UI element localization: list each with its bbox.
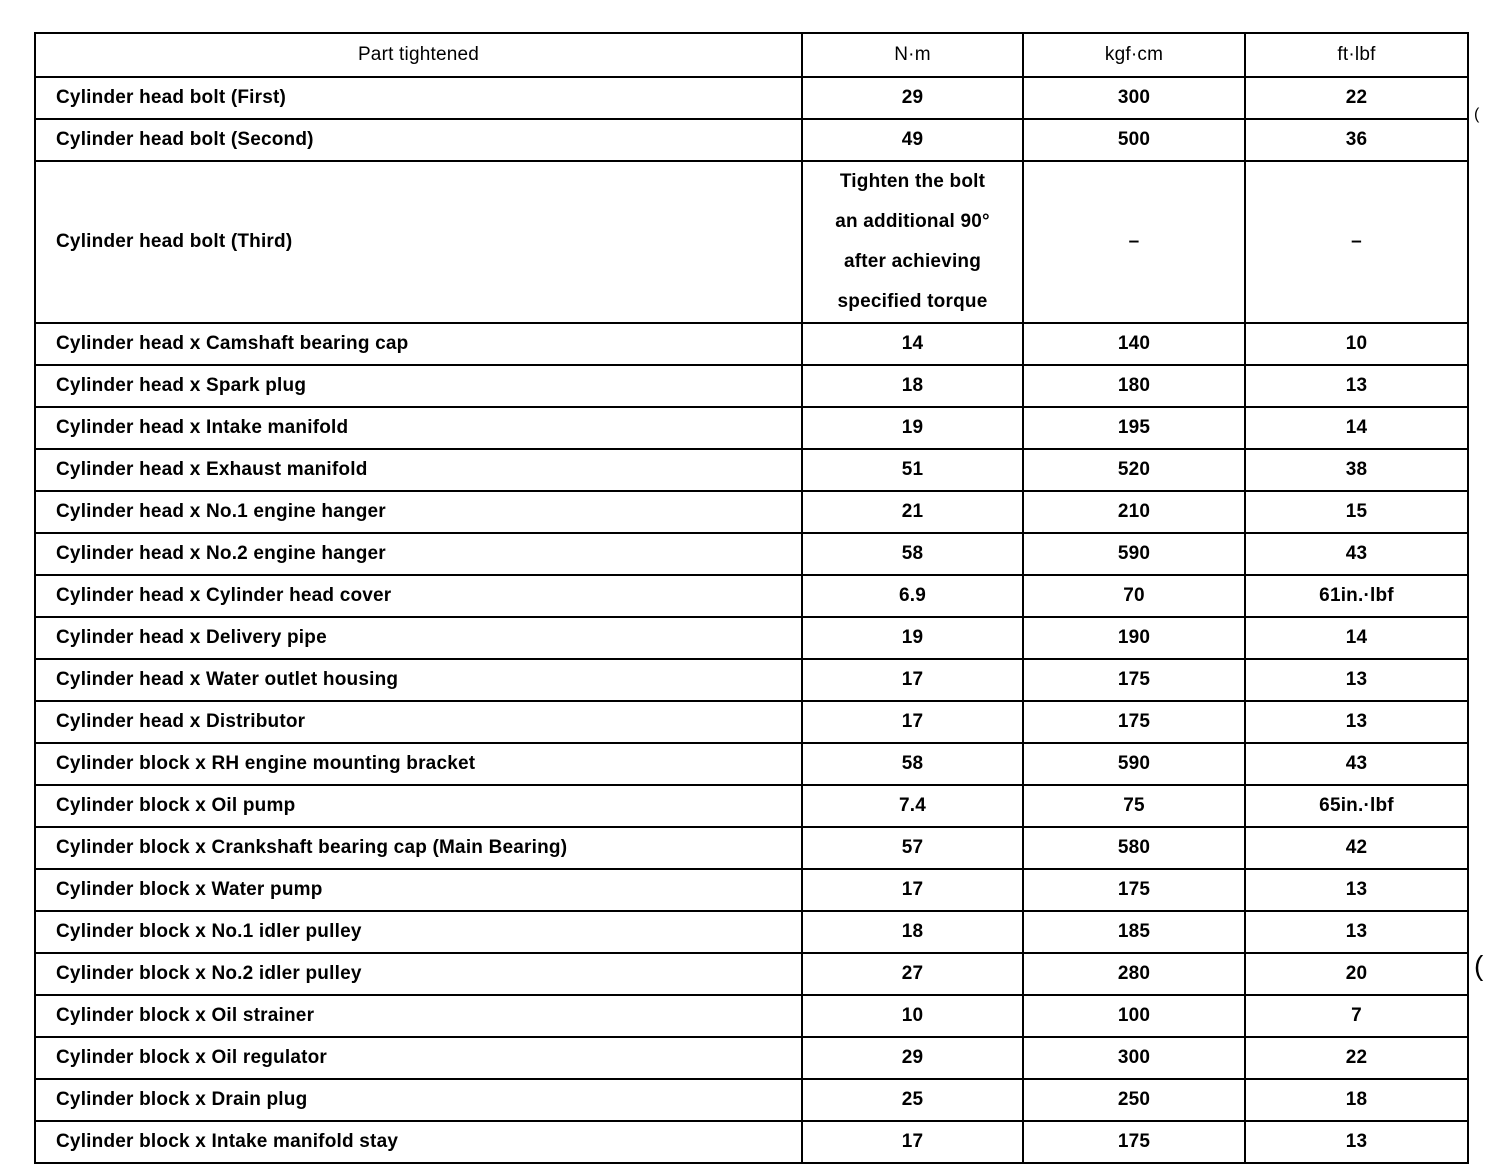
ft-cell: – xyxy=(1245,161,1468,323)
table-row xyxy=(35,119,1468,161)
part-cell: Cylinder head x Delivery pipe xyxy=(35,617,802,659)
ft-cell: 7 xyxy=(1245,995,1468,1037)
part-cell: Cylinder block x Oil pump xyxy=(35,785,802,827)
ft-cell: 13 xyxy=(1245,869,1468,911)
ft-cell: 42 xyxy=(1245,827,1468,869)
ft-cell: 13 xyxy=(1245,701,1468,743)
ft-cell: 13 xyxy=(1245,659,1468,701)
header-kgf-cm: kgf·cm xyxy=(1023,33,1245,77)
table-row xyxy=(35,161,1468,323)
table-row xyxy=(35,323,1468,365)
nm-cell: 7.4 xyxy=(802,785,1023,827)
part-cell: Cylinder head x No.1 engine hanger xyxy=(35,491,802,533)
ft-cell: 18 xyxy=(1245,1079,1468,1121)
table-row xyxy=(35,365,1468,407)
part-cell: Cylinder head x Exhaust manifold xyxy=(35,449,802,491)
nm-cell: 17 xyxy=(802,701,1023,743)
margin-bracket-mark: ( xyxy=(1474,106,1480,123)
ft-cell: 13 xyxy=(1245,1121,1468,1163)
kgf-cell: 75 xyxy=(1023,785,1245,827)
nm-cell: 51 xyxy=(802,449,1023,491)
kgf-cell: 300 xyxy=(1023,77,1245,119)
ft-cell: 15 xyxy=(1245,491,1468,533)
part-cell: Cylinder block x Crankshaft bearing cap (Main Bearing) xyxy=(35,827,802,869)
table-row xyxy=(35,1121,1468,1163)
kgf-cell: 280 xyxy=(1023,953,1245,995)
table-row xyxy=(35,1037,1468,1079)
table-row xyxy=(35,659,1468,701)
table-row xyxy=(35,953,1468,995)
instruction-line: Tighten the bolt xyxy=(839,171,986,192)
part-cell: Cylinder head bolt (Second) xyxy=(35,119,802,161)
part-cell: Cylinder head x No.2 engine hanger xyxy=(35,533,802,575)
nm-cell: 58 xyxy=(802,743,1023,785)
kgf-cell: 175 xyxy=(1023,1121,1245,1163)
kgf-cell: 195 xyxy=(1023,407,1245,449)
nm-cell: 29 xyxy=(802,1037,1023,1079)
table-row xyxy=(35,743,1468,785)
part-cell: Cylinder head x Spark plug xyxy=(35,365,802,407)
kgf-cell: 580 xyxy=(1023,827,1245,869)
nm-cell: 58 xyxy=(802,533,1023,575)
kgf-cell: 70 xyxy=(1023,575,1245,617)
nm-cell: 25 xyxy=(802,1079,1023,1121)
part-cell: Cylinder head x Camshaft bearing cap xyxy=(35,323,802,365)
margin-bracket-mark: ( xyxy=(1474,950,1484,981)
table-row xyxy=(35,77,1468,119)
ft-cell: 20 xyxy=(1245,953,1468,995)
table-row xyxy=(35,491,1468,533)
table-row xyxy=(35,995,1468,1037)
header-part-tightened: Part tightened xyxy=(35,33,802,77)
nm-cell: 18 xyxy=(802,365,1023,407)
header-nm: N·m xyxy=(802,33,1023,77)
nm-cell: 49 xyxy=(802,119,1023,161)
ft-cell: 36 xyxy=(1245,119,1468,161)
kgf-cell: 250 xyxy=(1023,1079,1245,1121)
kgf-cell: 190 xyxy=(1023,617,1245,659)
part-cell: Cylinder head x Water outlet housing xyxy=(35,659,802,701)
kgf-cell: 175 xyxy=(1023,869,1245,911)
ft-cell: 14 xyxy=(1245,407,1468,449)
table-header-row xyxy=(35,33,1468,77)
ft-cell: 13 xyxy=(1245,911,1468,953)
table-row xyxy=(35,407,1468,449)
part-cell: Cylinder head x Cylinder head cover xyxy=(35,575,802,617)
nm-cell-instruction xyxy=(802,161,1023,323)
part-cell: Cylinder head x Distributor xyxy=(35,701,802,743)
part-cell: Cylinder block x Intake manifold stay xyxy=(35,1121,802,1163)
ft-cell: 22 xyxy=(1245,77,1468,119)
table-row xyxy=(35,785,1468,827)
part-cell: Cylinder block x Water pump xyxy=(35,869,802,911)
nm-cell: 10 xyxy=(802,995,1023,1037)
instruction-line: an additional 90° xyxy=(835,211,990,232)
table-row xyxy=(35,617,1468,659)
table-row xyxy=(35,701,1468,743)
ft-cell: 43 xyxy=(1245,533,1468,575)
part-cell: Cylinder head bolt (Third) xyxy=(35,161,802,323)
table-row xyxy=(35,869,1468,911)
table-row xyxy=(35,575,1468,617)
ft-cell: 13 xyxy=(1245,365,1468,407)
nm-cell: 29 xyxy=(802,77,1023,119)
part-cell: Cylinder block x RH engine mounting bracket xyxy=(35,743,802,785)
table-row xyxy=(35,827,1468,869)
part-cell: Cylinder head x Intake manifold xyxy=(35,407,802,449)
kgf-cell: 175 xyxy=(1023,659,1245,701)
nm-cell: 17 xyxy=(802,1121,1023,1163)
kgf-cell: 185 xyxy=(1023,911,1245,953)
table-row xyxy=(35,911,1468,953)
nm-cell: 17 xyxy=(802,869,1023,911)
table-row xyxy=(35,449,1468,491)
part-cell: Cylinder block x Oil strainer xyxy=(35,995,802,1037)
header-ft-lbf: ft·lbf xyxy=(1245,33,1468,77)
ft-cell: 38 xyxy=(1245,449,1468,491)
kgf-cell: 520 xyxy=(1023,449,1245,491)
instruction-line: after achieving xyxy=(843,251,982,272)
instruction-line: specified torque xyxy=(837,291,988,312)
nm-cell: 19 xyxy=(802,617,1023,659)
part-cell: Cylinder block x No.2 idler pulley xyxy=(35,953,802,995)
nm-cell: 6.9 xyxy=(802,575,1023,617)
table-row xyxy=(35,1079,1468,1121)
ft-cell: 65in.·lbf xyxy=(1245,785,1468,827)
part-cell: Cylinder block x Oil regulator xyxy=(35,1037,802,1079)
part-cell: Cylinder block x Drain plug xyxy=(35,1079,802,1121)
nm-cell: 27 xyxy=(802,953,1023,995)
ft-cell: 10 xyxy=(1245,323,1468,365)
nm-cell: 18 xyxy=(802,911,1023,953)
nm-cell: 57 xyxy=(802,827,1023,869)
part-cell: Cylinder head bolt (First) xyxy=(35,77,802,119)
kgf-cell: 300 xyxy=(1023,1037,1245,1079)
ft-cell: 22 xyxy=(1245,1037,1468,1079)
kgf-cell: 590 xyxy=(1023,533,1245,575)
kgf-cell: 500 xyxy=(1023,119,1245,161)
kgf-cell: 175 xyxy=(1023,701,1245,743)
kgf-cell: 100 xyxy=(1023,995,1245,1037)
kgf-cell: 210 xyxy=(1023,491,1245,533)
ft-cell: 61in.·lbf xyxy=(1245,575,1468,617)
torque-spec-table xyxy=(34,32,1469,1164)
nm-cell: 21 xyxy=(802,491,1023,533)
kgf-cell: 590 xyxy=(1023,743,1245,785)
table-row xyxy=(35,533,1468,575)
nm-cell: 19 xyxy=(802,407,1023,449)
nm-cell: 14 xyxy=(802,323,1023,365)
nm-cell: 17 xyxy=(802,659,1023,701)
kgf-cell: 180 xyxy=(1023,365,1245,407)
ft-cell: 14 xyxy=(1245,617,1468,659)
ft-cell: 43 xyxy=(1245,743,1468,785)
kgf-cell: 140 xyxy=(1023,323,1245,365)
part-cell: Cylinder block x No.1 idler pulley xyxy=(35,911,802,953)
kgf-cell: – xyxy=(1023,161,1245,323)
